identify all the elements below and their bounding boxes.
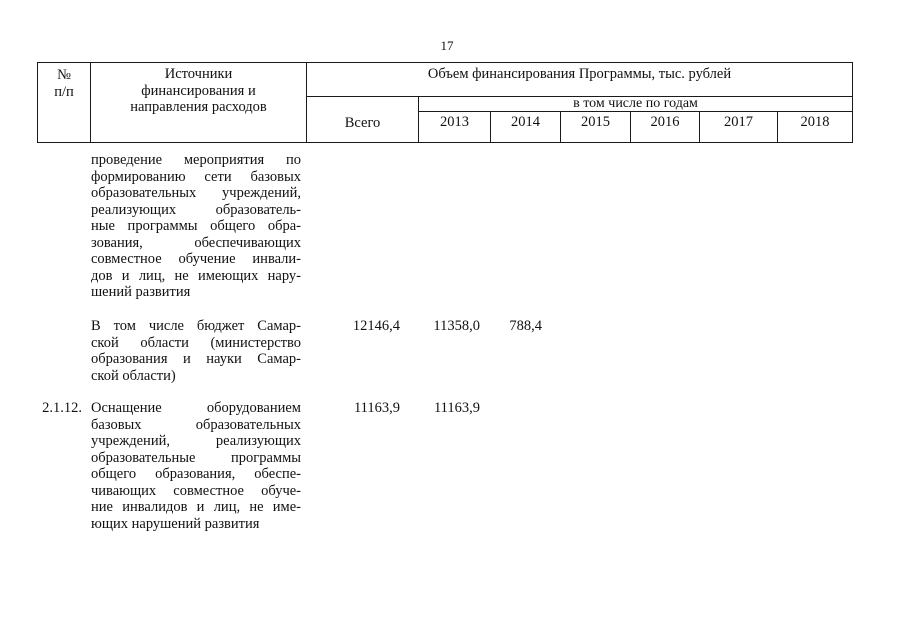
row-3-total: 11163,9: [353, 400, 400, 416]
column-header-source-line: финансирования и: [141, 82, 256, 99]
text-line: формированию сети базовых: [91, 168, 301, 185]
row-1-description: [91, 152, 301, 301]
column-header-number-line: №: [57, 67, 71, 83]
column-header-source-line: Источники: [164, 66, 233, 82]
column-header-number: [38, 63, 91, 143]
row-2-total: 12146,4: [352, 318, 400, 334]
year-header-2016: 2016: [631, 112, 700, 143]
row-3-number: 2.1.12.: [42, 400, 82, 416]
text-line: образовательные программы: [91, 449, 301, 466]
column-header-source-line: направления расходов: [130, 99, 267, 115]
text-line: ные программы общего обра-: [91, 218, 301, 234]
text-line: учреждений, реализующих: [91, 433, 301, 449]
page-number: 17: [440, 38, 454, 53]
row-3-description: [91, 400, 301, 532]
text-line: ской области): [91, 367, 176, 384]
text-line: чивающих совместное обуче-: [91, 482, 301, 499]
row-2-description: [91, 318, 301, 384]
row-2-value-2013: 11358,0: [433, 318, 480, 334]
text-line: ской области (министерство: [91, 334, 301, 351]
text-line: дов и лиц, не имеющих нару-: [91, 267, 301, 284]
text-line: реализующих образователь-: [91, 201, 301, 218]
text-line: совместное обучение инвали-: [91, 251, 301, 267]
column-header-by-years: в том числе по годам: [419, 97, 853, 112]
text-line: зования, обеспечивающих: [91, 234, 301, 251]
column-header-total: Всего: [307, 97, 419, 143]
column-header-volume: Объем финансирования Программы, тыс. рублей: [307, 63, 853, 97]
column-header-number-line: п/п: [54, 83, 74, 100]
text-line: общего образования, обеспе-: [91, 466, 301, 482]
text-line: образования и науки Самар-: [91, 351, 301, 367]
text-line: ющих нарушений развития: [91, 515, 260, 532]
table-header: [37, 62, 853, 143]
row-2-value-2014: 788,4: [509, 318, 542, 334]
text-line: базовых образовательных: [91, 416, 301, 433]
year-header-2014: 2014: [491, 112, 561, 143]
column-header-source: [91, 63, 307, 143]
text-line: шений развития: [91, 284, 191, 300]
text-line: проведение мероприятия по: [91, 152, 301, 168]
year-header-2013: 2013: [419, 112, 491, 143]
text-line: В том числе бюджет Самар-: [91, 318, 301, 334]
year-header-2015: 2015: [561, 112, 631, 143]
text-line: образовательных учреждений,: [91, 185, 301, 201]
text-line: ние инвалидов и лиц, не име-: [91, 499, 301, 515]
year-header-2018: 2018: [778, 112, 853, 143]
row-3-value-2013: 11163,9: [433, 400, 480, 416]
text-line: Оснащение оборудованием: [91, 400, 301, 416]
year-header-2017: 2017: [700, 112, 778, 143]
